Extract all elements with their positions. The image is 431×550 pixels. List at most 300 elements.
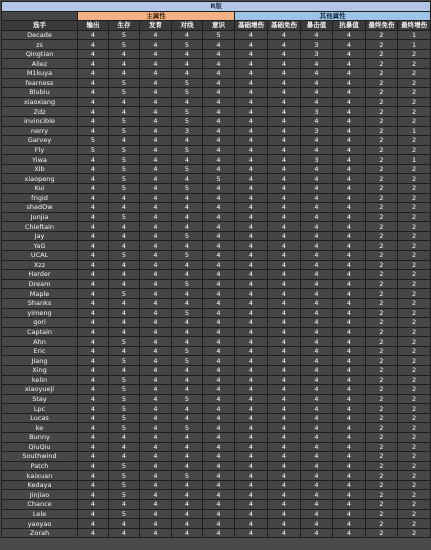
stat-cell: 4	[140, 356, 172, 366]
stat-cell: 4	[172, 404, 203, 414]
stat-cell: 2	[398, 49, 431, 59]
stat-cell: 4	[235, 528, 268, 538]
stat-cell: 3	[301, 107, 333, 117]
stat-cell: 4	[172, 241, 203, 251]
stat-cell: 4	[235, 30, 268, 40]
stat-cell: 4	[235, 500, 268, 510]
stat-cell: 4	[78, 327, 109, 337]
stat-cell: 4	[172, 375, 203, 385]
stat-cell: 2	[366, 126, 398, 136]
stat-cell: 4	[140, 88, 172, 98]
stat-cell: 4	[203, 471, 235, 481]
stat-cell: 4	[172, 480, 203, 490]
table-row	[2, 433, 431, 443]
stat-cell: 4	[333, 97, 366, 107]
stat-cell: 4	[78, 337, 109, 347]
stat-cell: 4	[268, 49, 301, 59]
stat-cell: 4	[333, 59, 366, 69]
stat-cell: 4	[203, 298, 235, 308]
stat-cell: 4	[268, 212, 301, 222]
stat-cell: 2	[398, 97, 431, 107]
table-row	[2, 126, 431, 136]
stat-cell: 4	[140, 203, 172, 213]
stat-cell: 2	[398, 471, 431, 481]
stat-cell: 4	[203, 241, 235, 251]
stat-cell: 4	[78, 270, 109, 280]
stat-cell: 4	[78, 164, 109, 174]
stat-cell: 4	[78, 222, 109, 232]
stat-cell: 2	[366, 260, 398, 270]
stat-cell: 2	[366, 203, 398, 213]
stat-cell: 4	[333, 145, 366, 155]
stat-cell: 4	[333, 241, 366, 251]
table-row	[2, 471, 431, 481]
stat-cell: 4	[172, 289, 203, 299]
player-name-cell: frigid	[2, 193, 78, 203]
stat-cell: 4	[203, 69, 235, 79]
stat-cell: 4	[172, 318, 203, 328]
player-name-cell: yaoyao	[2, 519, 78, 529]
stat-cell: 4	[203, 59, 235, 69]
stat-cell: 4	[140, 375, 172, 385]
stat-cell: 4	[301, 413, 333, 423]
stat-cell: 4	[172, 203, 203, 213]
stat-cell: 4	[235, 88, 268, 98]
stat-cell: 2	[366, 193, 398, 203]
stat-cell: 4	[203, 356, 235, 366]
stat-cell: 5	[109, 461, 140, 471]
stat-cell: 5	[172, 423, 203, 433]
stat-cell: 4	[109, 107, 140, 117]
stat-cell: 4	[140, 241, 172, 251]
stat-cell: 2	[366, 365, 398, 375]
stat-cell: 4	[333, 500, 366, 510]
table-row	[2, 49, 431, 59]
stat-cell: 5	[172, 471, 203, 481]
stat-cell: 4	[203, 404, 235, 414]
stat-cell: 4	[268, 78, 301, 88]
stat-cell: 4	[333, 433, 366, 443]
player-name-cell: Stay	[2, 394, 78, 404]
stat-cell: 4	[140, 385, 172, 395]
player-attributes-table	[1, 1, 431, 538]
stat-cell: 4	[333, 126, 366, 136]
stat-cell: 4	[140, 404, 172, 414]
stat-cell: 5	[172, 251, 203, 261]
stat-cell: 4	[140, 59, 172, 69]
stat-cell: 4	[333, 212, 366, 222]
group-other-header: 其他属性	[235, 11, 431, 21]
stat-cell: 4	[78, 231, 109, 241]
stat-cell: 4	[78, 528, 109, 538]
stat-cell: 4	[235, 40, 268, 50]
stat-cell: 4	[140, 298, 172, 308]
stat-cell: 4	[78, 88, 109, 98]
stat-cell: 4	[301, 222, 333, 232]
player-name-cell: xiaopeng	[2, 174, 78, 184]
stat-cell: 4	[109, 279, 140, 289]
player-name-cell: Fly	[2, 145, 78, 155]
stat-cell: 4	[172, 452, 203, 462]
player-name-cell: xiaoxiang	[2, 97, 78, 107]
stat-cell: 4	[301, 59, 333, 69]
stat-cell: 4	[301, 145, 333, 155]
stat-cell: 4	[268, 222, 301, 232]
stat-cell: 4	[301, 289, 333, 299]
stat-cell: 2	[398, 116, 431, 126]
stat-cell: 4	[333, 298, 366, 308]
stat-cell: 2	[366, 136, 398, 146]
stat-cell: 4	[333, 155, 366, 165]
player-name-cell: Captain	[2, 327, 78, 337]
stat-cell: 4	[140, 164, 172, 174]
stat-cell: 5	[172, 183, 203, 193]
stat-cell: 2	[398, 375, 431, 385]
table-row	[2, 260, 431, 270]
stat-cell: 2	[398, 289, 431, 299]
stat-cell: 4	[333, 490, 366, 500]
stat-cell: 5	[109, 375, 140, 385]
stat-cell: 4	[78, 241, 109, 251]
player-name-cell: Junjia	[2, 212, 78, 222]
stat-cell: 2	[366, 231, 398, 241]
stat-cell: 4	[301, 346, 333, 356]
stat-cell: 4	[78, 346, 109, 356]
stat-cell: 2	[366, 164, 398, 174]
stat-cell: 4	[268, 107, 301, 117]
stat-cell: 4	[235, 346, 268, 356]
stat-cell: 2	[398, 193, 431, 203]
player-name-cell: Ahn	[2, 337, 78, 347]
stat-cell: 4	[268, 461, 301, 471]
stat-cell: 4	[235, 136, 268, 146]
stat-cell: 4	[172, 212, 203, 222]
group-row	[2, 11, 431, 21]
stat-cell: 4	[203, 222, 235, 232]
stat-cell: 4	[235, 69, 268, 79]
stat-cell: 4	[235, 251, 268, 261]
stat-cell: 4	[172, 490, 203, 500]
stat-cell: 4	[301, 365, 333, 375]
stat-cell: 4	[172, 222, 203, 232]
stat-cell: 4	[78, 452, 109, 462]
stat-cell: 4	[78, 433, 109, 443]
player-name-cell: Lele	[2, 509, 78, 519]
player-name-cell: Bunny	[2, 433, 78, 443]
stat-cell: 5	[109, 404, 140, 414]
stat-cell: 4	[235, 279, 268, 289]
stat-cell: 4	[203, 375, 235, 385]
column-header: 输出	[78, 21, 109, 31]
table-row	[2, 404, 431, 414]
stat-cell: 4	[333, 289, 366, 299]
stat-cell: 4	[140, 308, 172, 318]
stat-cell: 4	[109, 241, 140, 251]
column-header: 意识	[203, 21, 235, 31]
stat-cell: 4	[203, 519, 235, 529]
stat-cell: 1	[398, 126, 431, 136]
stat-cell: 4	[78, 298, 109, 308]
table-row	[2, 251, 431, 261]
column-header: 生存	[109, 21, 140, 31]
table-row	[2, 203, 431, 213]
stat-cell: 4	[268, 519, 301, 529]
table-row	[2, 193, 431, 203]
stat-cell: 4	[78, 500, 109, 510]
table-row	[2, 423, 431, 433]
stat-cell: 2	[366, 289, 398, 299]
table-row	[2, 69, 431, 79]
stat-cell: 4	[268, 365, 301, 375]
stat-cell: 4	[172, 461, 203, 471]
stat-cell: 2	[398, 241, 431, 251]
stat-cell: 4	[203, 78, 235, 88]
stat-cell: 4	[140, 337, 172, 347]
table-row	[2, 394, 431, 404]
player-name-cell: Chance	[2, 500, 78, 510]
stat-cell: 4	[78, 49, 109, 59]
player-name-cell: Maple	[2, 289, 78, 299]
stat-cell: 2	[366, 107, 398, 117]
stat-cell: 4	[333, 40, 366, 50]
table-row	[2, 136, 431, 146]
stat-cell: 2	[366, 88, 398, 98]
stat-cell: 4	[301, 500, 333, 510]
stat-cell: 4	[333, 471, 366, 481]
stat-cell: 4	[203, 442, 235, 452]
stat-cell: 4	[235, 222, 268, 232]
player-name-cell: Xing	[2, 365, 78, 375]
stat-cell: 4	[78, 365, 109, 375]
stat-cell: 4	[333, 413, 366, 423]
stat-cell: 4	[301, 471, 333, 481]
stat-cell: 4	[333, 49, 366, 59]
stat-cell: 4	[140, 471, 172, 481]
stat-cell: 4	[235, 49, 268, 59]
stat-cell: 4	[203, 413, 235, 423]
stat-cell: 4	[301, 241, 333, 251]
stat-cell: 2	[398, 337, 431, 347]
stat-cell: 4	[172, 30, 203, 40]
stat-cell: 4	[301, 270, 333, 280]
table-row	[2, 337, 431, 347]
stat-cell: 5	[172, 116, 203, 126]
table-row	[2, 30, 431, 40]
stat-cell: 4	[235, 423, 268, 433]
stat-cell: 4	[333, 394, 366, 404]
stat-cell: 4	[301, 394, 333, 404]
stat-cell: 4	[268, 423, 301, 433]
stat-cell: 4	[333, 279, 366, 289]
stat-cell: 4	[301, 260, 333, 270]
stat-cell: 4	[235, 404, 268, 414]
stat-cell: 4	[140, 212, 172, 222]
stat-cell: 4	[333, 337, 366, 347]
stat-cell: 4	[235, 164, 268, 174]
stat-cell: 5	[172, 346, 203, 356]
stat-cell: 4	[172, 174, 203, 184]
stat-cell: 4	[268, 59, 301, 69]
table-row	[2, 413, 431, 423]
table-row	[2, 270, 431, 280]
stat-cell: 2	[366, 356, 398, 366]
stat-cell: 4	[78, 404, 109, 414]
player-name-cell: QiuQiu	[2, 442, 78, 452]
stat-cell: 4	[140, 365, 172, 375]
stat-cell: 4	[268, 289, 301, 299]
stat-cell: 4	[78, 78, 109, 88]
stat-cell: 4	[301, 490, 333, 500]
stat-cell: 4	[268, 155, 301, 165]
stat-cell: 4	[78, 461, 109, 471]
stat-cell: 2	[366, 519, 398, 529]
stat-cell: 2	[398, 442, 431, 452]
stat-cell: 4	[268, 251, 301, 261]
stat-cell: 2	[398, 107, 431, 117]
stat-cell: 4	[203, 327, 235, 337]
column-header-row	[2, 21, 431, 31]
stat-cell: 4	[333, 404, 366, 414]
title-row	[2, 2, 431, 12]
stat-cell: 2	[366, 183, 398, 193]
stat-cell: 2	[398, 413, 431, 423]
stat-cell: 4	[203, 337, 235, 347]
stat-cell: 4	[78, 30, 109, 40]
stat-cell: 4	[301, 452, 333, 462]
stat-cell: 4	[235, 97, 268, 107]
stat-cell: 4	[268, 327, 301, 337]
stat-cell: 4	[301, 442, 333, 452]
stat-cell: 4	[301, 251, 333, 261]
stat-cell: 1	[398, 155, 431, 165]
stat-cell: 4	[301, 174, 333, 184]
stat-cell: 2	[366, 97, 398, 107]
stat-cell: 2	[366, 318, 398, 328]
stat-cell: 5	[203, 174, 235, 184]
stat-cell: 5	[172, 231, 203, 241]
player-name-cell: Lpc	[2, 404, 78, 414]
stat-cell: 4	[172, 413, 203, 423]
stat-cell: 4	[235, 145, 268, 155]
stat-cell: 5	[109, 174, 140, 184]
stat-cell: 4	[235, 289, 268, 299]
stat-cell: 4	[333, 480, 366, 490]
stat-cell: 4	[235, 203, 268, 213]
table-row	[2, 279, 431, 289]
stat-cell: 4	[268, 471, 301, 481]
player-name-cell: Xlb	[2, 164, 78, 174]
column-header: 暴击值	[301, 21, 333, 31]
stat-cell: 4	[235, 308, 268, 318]
stat-cell: 4	[109, 136, 140, 146]
stat-cell: 4	[109, 528, 140, 538]
stat-cell: 4	[78, 59, 109, 69]
stat-cell: 4	[268, 241, 301, 251]
stat-cell: 3	[301, 49, 333, 59]
stat-cell: 2	[366, 270, 398, 280]
stat-cell: 4	[333, 88, 366, 98]
stat-cell: 4	[203, 116, 235, 126]
table-row	[2, 442, 431, 452]
stat-cell: 4	[78, 251, 109, 261]
stat-cell: 4	[268, 136, 301, 146]
stat-cell: 2	[366, 337, 398, 347]
stat-cell: 2	[366, 394, 398, 404]
stat-cell: 4	[268, 442, 301, 452]
stat-cell: 2	[366, 30, 398, 40]
stat-cell: 4	[78, 289, 109, 299]
stat-cell: 4	[140, 49, 172, 59]
stat-cell: 4	[172, 433, 203, 443]
stat-cell: 5	[78, 136, 109, 146]
stat-cell: 4	[140, 183, 172, 193]
stat-cell: 4	[203, 308, 235, 318]
column-header: 抗暴值	[333, 21, 366, 31]
stat-cell: 4	[109, 433, 140, 443]
player-name-cell: Decade	[2, 30, 78, 40]
stat-cell: 4	[268, 183, 301, 193]
table-row	[2, 78, 431, 88]
stat-cell: 4	[140, 107, 172, 117]
table-row	[2, 327, 431, 337]
stat-cell: 4	[333, 183, 366, 193]
stat-cell: 4	[140, 69, 172, 79]
player-name-cell: xiaoyueji	[2, 385, 78, 395]
stat-cell: 4	[203, 480, 235, 490]
stat-cell: 4	[333, 452, 366, 462]
stat-cell: 5	[109, 78, 140, 88]
stat-cell: 4	[203, 433, 235, 443]
stat-cell: 4	[268, 356, 301, 366]
stat-cell: 4	[235, 260, 268, 270]
stat-cell: 5	[109, 30, 140, 40]
stat-cell: 4	[109, 365, 140, 375]
stat-cell: 4	[268, 260, 301, 270]
stat-cell: 4	[268, 375, 301, 385]
stat-cell: 4	[301, 308, 333, 318]
player-name-cell: Jay	[2, 231, 78, 241]
stat-cell: 4	[140, 461, 172, 471]
stat-cell: 4	[235, 375, 268, 385]
stat-cell: 4	[333, 260, 366, 270]
stat-cell: 5	[109, 471, 140, 481]
table-row	[2, 88, 431, 98]
stat-cell: 4	[268, 145, 301, 155]
stat-cell: 4	[235, 356, 268, 366]
stat-cell: 4	[268, 193, 301, 203]
stat-cell: 5	[203, 30, 235, 40]
stat-cell: 4	[140, 145, 172, 155]
stat-cell: 4	[235, 155, 268, 165]
stat-cell: 2	[398, 365, 431, 375]
stat-cell: 4	[203, 40, 235, 50]
player-name-cell: Patch	[2, 461, 78, 471]
player-name-cell: Jinjiao	[2, 490, 78, 500]
stat-cell: 1	[398, 40, 431, 50]
stat-cell: 5	[109, 337, 140, 347]
stat-cell: 4	[268, 231, 301, 241]
stat-cell: 4	[301, 461, 333, 471]
table-row	[2, 356, 431, 366]
stat-cell: 4	[203, 183, 235, 193]
stat-cell: 4	[301, 88, 333, 98]
stat-cell: 4	[78, 442, 109, 452]
stat-cell: 4	[140, 97, 172, 107]
stat-cell: 5	[109, 126, 140, 136]
stat-cell: 2	[398, 404, 431, 414]
stat-cell: 4	[203, 251, 235, 261]
stat-cell: 4	[301, 509, 333, 519]
